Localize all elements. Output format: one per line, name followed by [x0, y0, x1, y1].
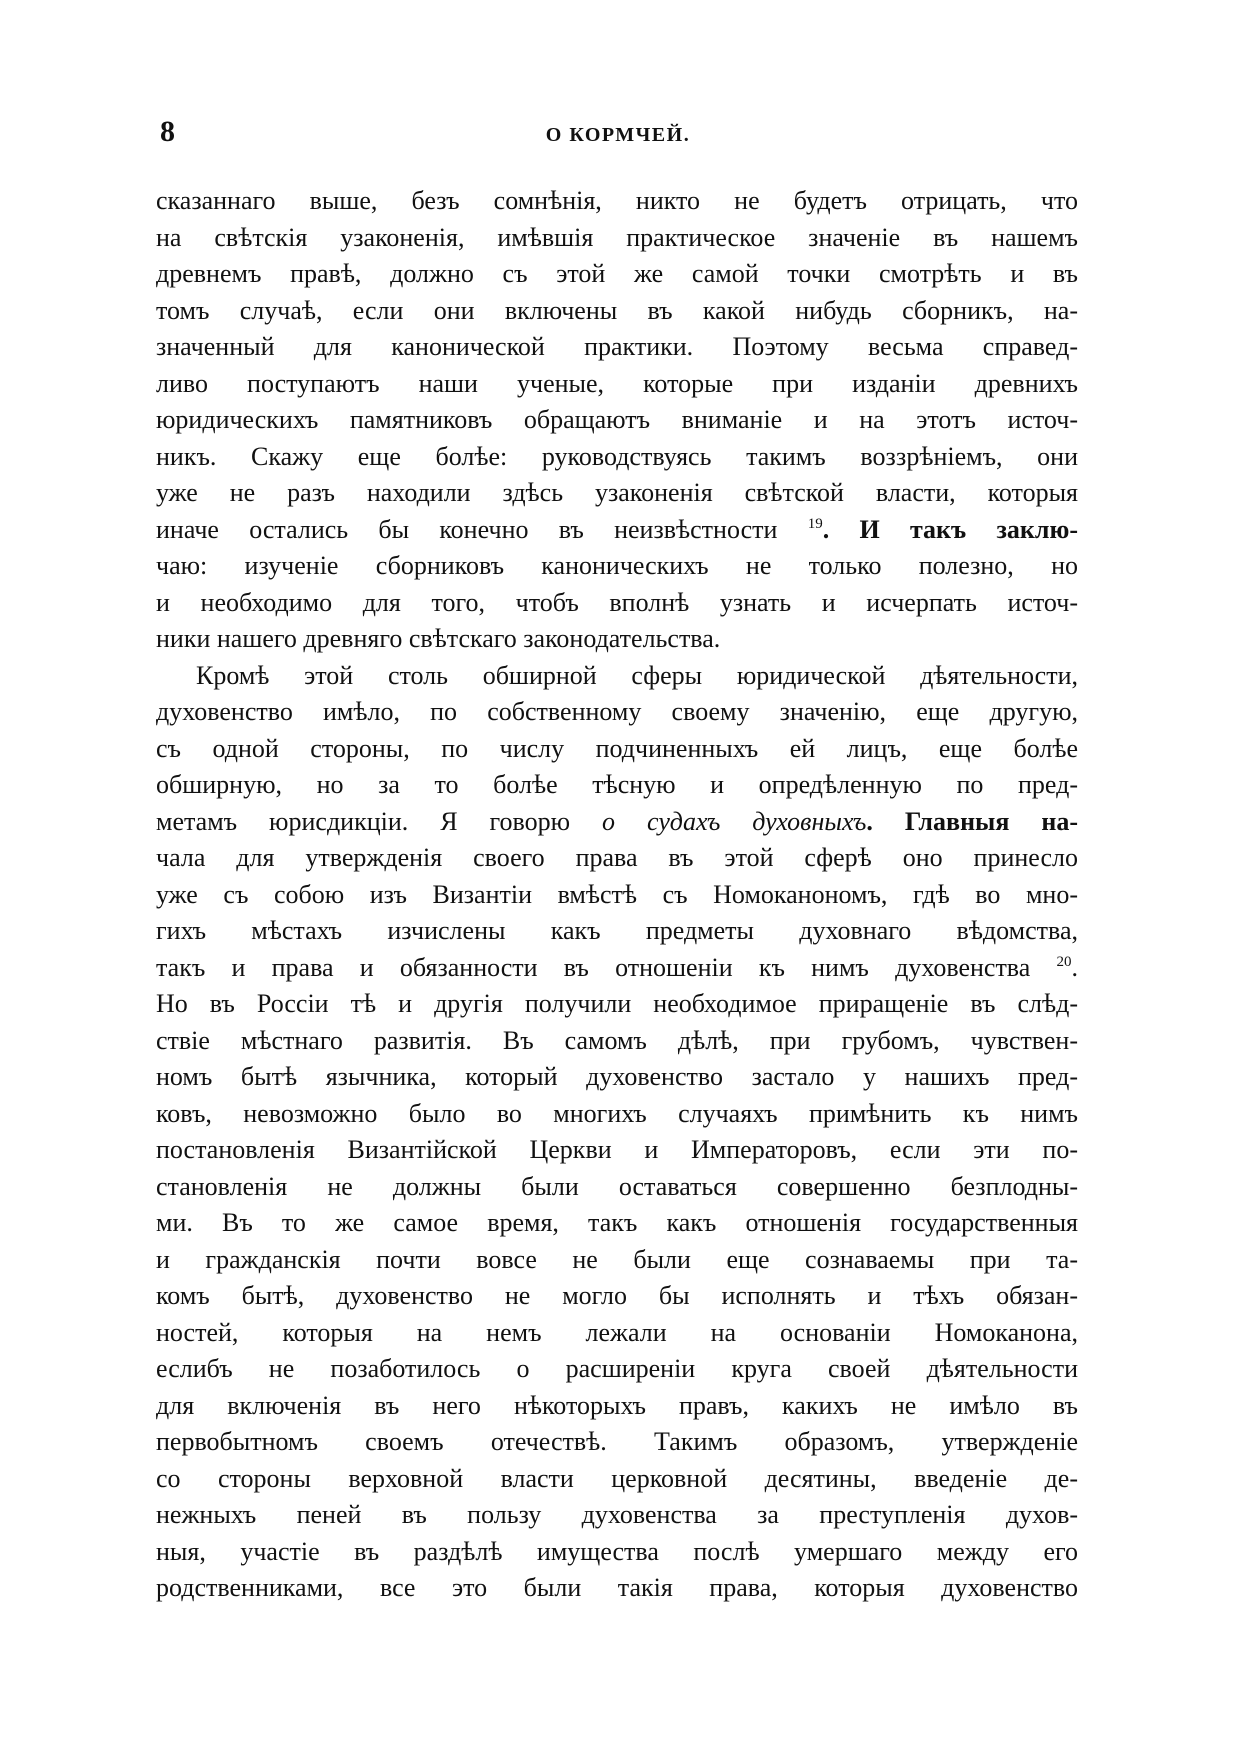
text-line: ливо поступаютъ наши ученые, которые при изданіи древнихъ — [156, 368, 1078, 398]
text-line: комъ бытѣ, духовенство не могло бы исполнять и тѣхъ обязан- — [156, 1281, 1078, 1310]
text-line: чаю: изученіе сборниковъ каноническихъ не только полезно, но — [156, 551, 1078, 580]
page-header — [160, 112, 1076, 156]
text-line: становленія не должны были оставаться совершенно безплодны- — [156, 1171, 1078, 1201]
text-line: Кромѣ этой столь обширной сферы юридической дѣятельности, — [196, 660, 1078, 690]
text-segment: . Главныя на- — [866, 806, 1078, 836]
text-line: сказаннаго выше, безъ сомнѣнія, никто не будетъ отрицать, что — [156, 186, 1078, 215]
text-line: еслибъ не позаботилось о расширеніи круга своей дѣятельности — [156, 1354, 1078, 1383]
text-line: нежныхъ пеней въ пользу духовенства за преступленія духов- — [156, 1500, 1078, 1529]
text-line: съ одной стороны, по числу подчиненныхъ ей лицъ, еще болѣе — [156, 733, 1078, 763]
text-line: ствіе мѣстнаго развитія. Въ самомъ дѣлѣ, при грубомъ, чувствен- — [156, 1025, 1078, 1055]
text-line: первобытномъ своемъ отечествѣ. Такимъ образомъ, утвержденіе — [156, 1427, 1078, 1456]
text-line: обширную, но за то болѣе тѣсную и опредѣленную по пред- — [156, 770, 1078, 799]
text-segment: иначе остались бы конечно въ неизвѣстности — [156, 514, 778, 544]
text-line — [156, 512, 1078, 549]
text-line: древнемъ правѣ, должно съ этой же самой точки смотрѣть и въ — [156, 259, 1078, 288]
text-line: постановленія Византійской Церкви и Императоровъ, если эти по- — [156, 1135, 1078, 1164]
text-line: ковъ, невозможно было во многихъ случаяхъ примѣнить къ нимъ — [156, 1098, 1078, 1128]
text-line: Но въ Россіи тѣ и другія получили необходимое приращеніе въ слѣд- — [156, 989, 1078, 1018]
body-text — [156, 183, 1078, 1607]
text-line: значенный для канонической практики. Поэтому весьма справед- — [156, 332, 1078, 361]
running-head: О КОРМЧЕЙ. — [545, 124, 691, 146]
text-line: ми. Въ то же самое время, такъ какъ отношенія государственныя — [156, 1208, 1078, 1237]
paragraph-1 — [156, 183, 1078, 658]
footnote-ref-19[interactable]: 19 — [807, 515, 823, 532]
text-line: чала для утвержденія своего права въ этой сферѣ оно принесло — [156, 843, 1078, 872]
footnote-ref-20[interactable]: 20 — [1056, 953, 1072, 970]
text-line: уже съ собою изъ Византіи вмѣстѣ съ Номоканономъ, гдѣ во мно- — [156, 879, 1078, 909]
text-line: гихъ мѣстахъ изчислены какъ предметы духовнаго вѣдомства, — [156, 916, 1078, 945]
text-line: и необходимо для того, чтобъ вполнѣ узнать и исчерпать источ- — [156, 587, 1078, 617]
text-line: ностей, которыя на немъ лежали на основаніи Номоканона, — [156, 1317, 1078, 1347]
text-line: никъ. Скажу еще болѣе: руководствуясь такимъ воззрѣніемъ, они — [156, 441, 1078, 471]
text-segment: . — [1071, 952, 1078, 982]
text-line: духовенство имѣло, по собственному своему значенію, еще другую, — [156, 697, 1078, 726]
text-line: для включенія въ него нѣкоторыхъ правъ, какихъ не имѣло въ — [156, 1390, 1078, 1420]
page-number: 8 — [160, 115, 175, 148]
text-line: томъ случаѣ, если они включены въ какой нибудь сборникъ, на- — [156, 295, 1078, 325]
text-segment: . И такъ заклю- — [822, 514, 1078, 544]
paragraph-2 — [156, 658, 1078, 1607]
text-line: на свѣтскія узаконенія, имѣвшія практическое значеніе въ нашемъ — [156, 222, 1078, 252]
text-line — [156, 950, 1078, 987]
text-line — [156, 804, 1078, 841]
text-line: номъ бытѣ язычника, который духовенство застало у нашихъ пред- — [156, 1062, 1078, 1091]
text-segment: такъ и права и обязанности въ отношеніи къ нимъ духовенства — [156, 952, 1031, 982]
text-line: уже не разъ находили здѣсь узаконенія свѣтской власти, которыя — [156, 478, 1078, 507]
italic-phrase: о судахъ духовныхъ — [602, 806, 867, 836]
text-line: и гражданскія почти вовсе не были еще сознаваемы при та- — [156, 1244, 1078, 1274]
text-line: родственниками, все это были такія права, которыя духовенство — [156, 1573, 1078, 1602]
text-line: ныя, участіе въ раздѣлѣ имущества послѣ умершаго между его — [156, 1536, 1078, 1566]
text-segment: метамъ юрисдикціи. Я говорю — [156, 806, 571, 836]
text-line: юридическихъ памятниковъ обращаютъ вниманіе и на этотъ источ- — [156, 405, 1078, 434]
text-line: со стороны верховной власти церковной десятины, введеніе де- — [156, 1463, 1078, 1493]
text-line: ники нашего древняго свѣтскаго законодательства. — [156, 624, 721, 653]
